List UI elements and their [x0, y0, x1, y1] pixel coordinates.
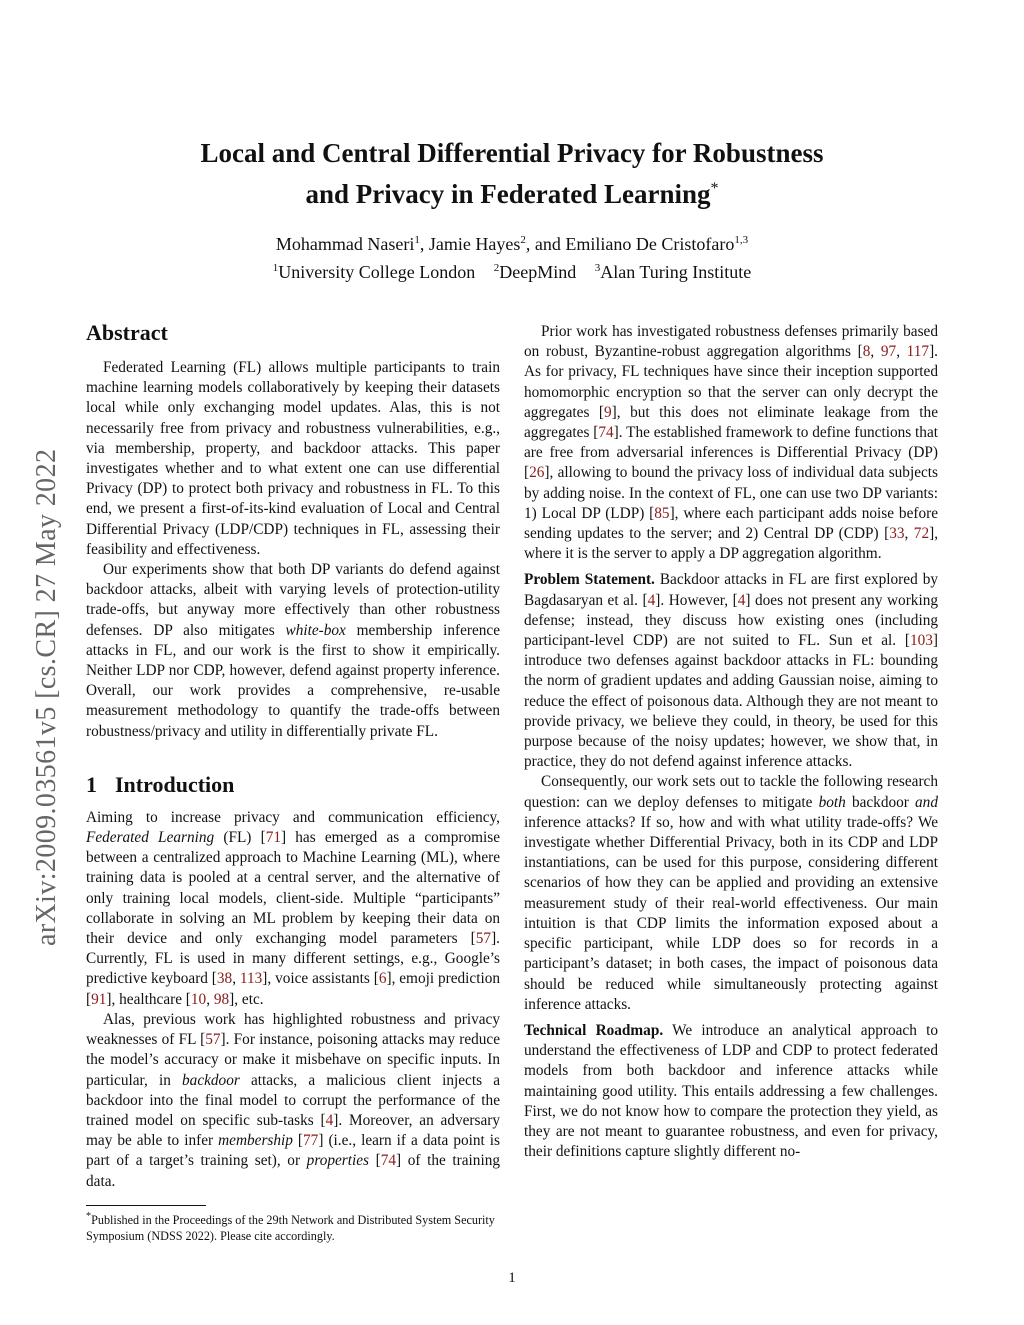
section-heading: 1 Introduction [86, 771, 235, 797]
citation-link[interactable]: 4 [737, 591, 746, 609]
author-name: Emiliano De Cristofaro [565, 234, 735, 254]
title-line-2: and Privacy in Federated Learning* [305, 179, 719, 209]
paper-title [0, 136, 1024, 212]
citation-link[interactable]: 57 [475, 930, 492, 948]
paragraph-heading: Problem Statement. [524, 571, 655, 589]
citation-link[interactable]: 4 [325, 1111, 334, 1129]
affiliation: $^1$University College London [272, 262, 476, 282]
citation-link[interactable]: 71 [265, 829, 281, 847]
author-list: Mohammad Naseri$^1$, Jamie Hayes$^2$, and Emiliano De Cristofaro$^{1,3}$ [275, 234, 749, 254]
left-column [86, 318, 500, 1192]
citation-link[interactable]: 8 [862, 343, 871, 361]
abstract-paragraph: Our experiments show that both DP variants do defend against backdoor attacks, albeit with varying levels of protection-utility trade-offs, but anyway more effectively than other robustness defenses. DP also mitigates white-box membership inference attacks in FL, and our work is the first to show it empirically. Neither LDP nor CDP, however, defend against property inference. Overall, our work provides a comprehensive, re-usable measurement methodology to quantify the trade-offs between robustness/privacy and utility in differentially private FL. [86, 561, 500, 740]
paragraph-heading: Technical Roadmap. [524, 1021, 664, 1039]
footnote-rule [86, 1205, 206, 1206]
author-affiliation-mark: 1 [414, 234, 420, 246]
affiliation: $^3$Alan Turing Institute [594, 262, 752, 282]
page-number: 1 [508, 1270, 516, 1286]
citation-link[interactable]: 91 [91, 990, 107, 1008]
citation-link[interactable]: 77 [303, 1132, 319, 1150]
affiliation: $^2$DeepMind [493, 262, 577, 282]
arxiv-identifier: arXiv:2009.03561v5 [cs.CR] 27 May 2022 [31, 448, 62, 946]
body-paragraph: Consequently, our work sets out to tackle the following research question: can we deploy defenses to mitigate both backdoor and inference attacks? If so, how and with what utility trade-offs? We investigate whether Differential Privacy, both in its CDP and LDP instantiations, can be used for this purpose, considering different scenarios of how they can be applied and providing an extensive measurement study of their real-world effectiveness. Our main intuition is that CDP limits the information exposed about a specific participant, while LDP does so for records in a participant’s dataset; in both cases, the impact of poisonous data should be reduced while simultaneously protecting against inference attacks. [524, 773, 938, 1013]
arxiv-stamp [32, 346, 62, 946]
author-affiliation-mark: 1,3 [734, 234, 749, 246]
citation-link[interactable]: 4 [647, 591, 656, 609]
citation-link[interactable]: 57 [205, 1031, 221, 1049]
citation-link[interactable]: 26 [529, 464, 545, 482]
title-line-1: Local and Central Differential Privacy for Robustness [200, 138, 824, 168]
citation-link[interactable]: 98 [213, 990, 230, 1008]
citation-link[interactable]: 113 [239, 970, 263, 988]
abstract-paragraph: Federated Learning (FL) allows multiple participants to train machine learning models collaboratively by keeping their datasets local while only exchanging model updates. Alas, this is not necessarily free from privacy and robustness vulnerabilities, e.g., via membership, property, and backdoor attacks. This paper investigates whether and to what extent one can use differential Privacy (DP) to protect both privacy and robustness in FL. To this end, we present a first-of-its-kind evaluation of Local and Central Differential Privacy (LDP/CDP) techniques in FL, assessing their feasibility and effectiveness. [86, 359, 500, 558]
author-name: Jamie Hayes [428, 234, 521, 254]
right-column [524, 322, 938, 1162]
citation-link[interactable]: 103 [909, 632, 933, 650]
title-footnote-mark: * [710, 180, 719, 197]
citation-link[interactable]: 33 [889, 525, 905, 543]
citation-link[interactable]: 10 [190, 990, 207, 1008]
citation-link[interactable]: 85 [654, 504, 670, 522]
body-paragraph: Alas, previous work has highlighted robustness and privacy weaknesses of FL [57]. For instance, poisoning attacks may reduce the model’s accuracy or make it misbehave on specific inputs. In particular, in backdoor attacks, a malicious client injects a backdoor into the final model to corrupt the performance of the trained model on specific sub-tasks [4]. Moreover, an adversary may be able to infer membership [77] (i.e., learn if a data point is part of a target’s training set), or properties [74] of the training data. [86, 1010, 501, 1190]
citation-link[interactable]: 38 [216, 970, 233, 988]
body-paragraph: Problem Statement. Backdoor attacks in FL are first explored by Bagdasaryan et al. [4]. However, [4] does not present any working defense; instead, they discuss how existing ones (including participant-level CDP) are not suited to FL. Sun et al. [103] introduce two defenses against backdoor attacks in FL: bounding the norm of gradient updates and adding Gaussian noise, aiming to reduce the effect of poisonous data. Although they are not meant to provide privacy, we believe they could, in theory, be used for this purpose because of the noisy updates; however, we show that, in practice, they do not defend against inference attacks. [524, 571, 938, 771]
citation-link[interactable]: 9 [604, 403, 612, 421]
body-paragraph: Aiming to increase privacy and communication efficiency, Federated Learning (FL) [71] has emerged as a compromise between a centralized approach to Machine Learning (ML), where training data is pooled at a central server, and the alternative of only training local models, client-side. Multiple “participants” collaborate in solving an ML problem by keeping their data on their device and only exchanging model parameters [57]. Currently, FL is used in many different settings, e.g., Google’s predictive keyboard [38, 113], voice assistants [6], emoji prediction [91], healthcare [10, 98], etc. [86, 808, 500, 1008]
body-paragraph: Prior work has investigated robustness defenses primarily based on robust, Byzantine-robust aggregation algorithms [8, 97, 117]. As for privacy, FL techniques have since their inception supported homomorphic encryption so that the server can only decrypt the aggregates [9], but this does not eliminate leakage from the aggregates [74]. The established framework to define functions that are free from adversarial inferences is Differential Privacy (DP) [26], allowing to bound the privacy loss of individual data subjects by adding noise. In the context of FL, one can use two DP variants: 1) Local DP (LDP) [85], where each participant adds noise before sending updates to the server; and 2) Central DP (CDP) [33, 72], where it is the server to apply a DP aggregation algorithm. [524, 323, 939, 563]
author-name: Mohammad Naseri [275, 234, 415, 254]
author-affiliation-mark: 2 [520, 234, 526, 246]
body-paragraph: Technical Roadmap. We introduce an analytical approach to understand the effectiveness of LDP and CDP to protect federated models from both backdoor and inference attacks while maintaining good utility. This entails addressing a few challenges. First, we do not know how to compare the protection they yield, as they are not meant to guarantee robustness, and even for privacy, their definitions capture slightly different no- [524, 1021, 938, 1161]
citation-link[interactable]: 117 [906, 343, 930, 361]
citation-link[interactable]: 72 [913, 525, 930, 543]
citation-link[interactable]: 74 [598, 424, 614, 442]
citation-link[interactable]: 6 [378, 970, 387, 988]
citation-link[interactable]: 74 [380, 1152, 397, 1170]
footnote: *Published in the Proceedings of the 29th Network and Distributed System Security Symposium (NDSS 2022). Please cite accordingly. [86, 1211, 495, 1244]
affiliation-list [0, 256, 1024, 284]
abstract-heading: Abstract [86, 320, 168, 345]
citation-link[interactable]: 97 [880, 343, 897, 361]
